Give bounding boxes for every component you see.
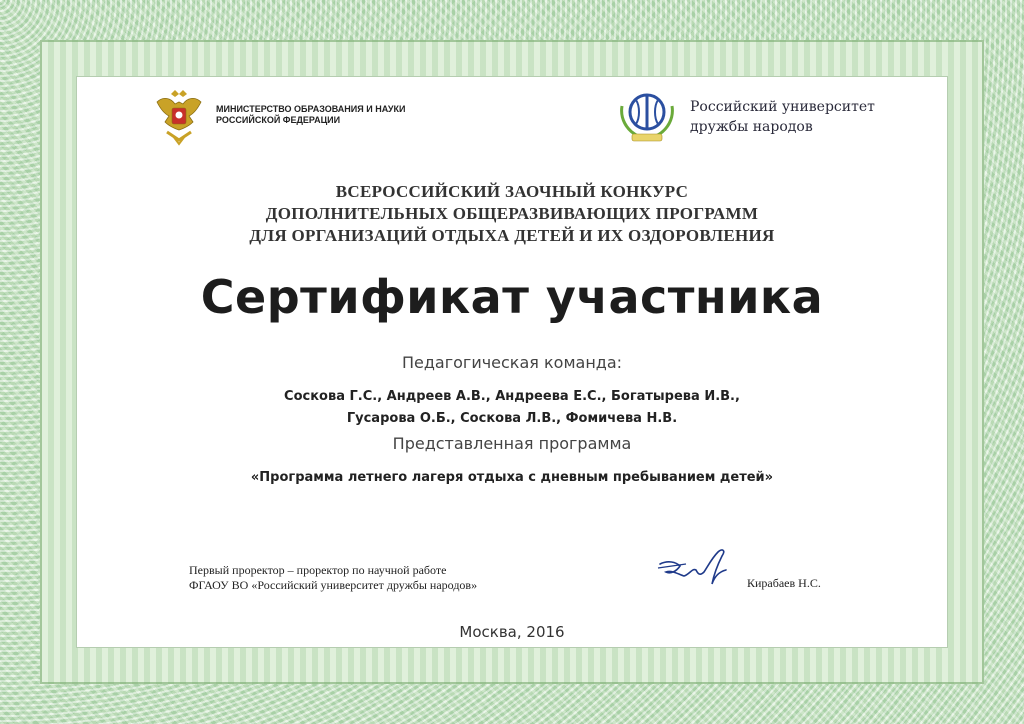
team-members (240, 386, 784, 430)
university-line-1: Российский университет (690, 99, 875, 115)
ministry-line-2: РОССИЙСКОЙ ФЕДЕРАЦИИ (216, 115, 341, 125)
contest-line-1: ВСЕРОССИЙСКИЙ ЗАОЧНЫЙ КОНКУРС (335, 182, 689, 201)
signer-position-line-1: Первый проректор – проректор по научной работе (189, 563, 447, 577)
university-line-2: дружбы народов (690, 119, 813, 135)
signer-name: Кирабаев Н.С. (747, 576, 821, 590)
place-date: Москва, 2016 (459, 623, 565, 641)
team-label: Педагогическая команда: (401, 353, 623, 372)
contest-line-3: ДЛЯ ОРГАНИЗАЦИЙ ОТДЫХА ДЕТЕЙ И ИХ ОЗДОРОВЛЕНИЯ (249, 226, 775, 245)
team-members-line-1: Соскова Г.С., Андреев А.В., Андреева Е.С., Богатырева И.В., (284, 389, 740, 404)
contest-title (100, 181, 924, 247)
contest-line-2: ДОПОЛНИТЕЛЬНЫХ ОБЩЕРАЗВИВАЮЩИХ ПРОГРАММ (265, 204, 759, 223)
university-logo-icon (616, 88, 678, 146)
ministry-name (216, 104, 436, 126)
coat-of-arms-icon (153, 88, 205, 146)
program-name: «Программа летнего лагеря отдыха с дневным пребыванием детей» (250, 470, 774, 485)
handwritten-signature-icon (656, 544, 748, 590)
ministry-line-1: МИНИСТЕРСТВО ОБРАЗОВАНИЯ И НАУКИ (216, 104, 406, 114)
university-name (690, 97, 910, 137)
team-members-line-2: Гусарова О.Б., Соскова Л.В., Фомичева Н.В. (346, 411, 678, 426)
signer-position-line-2: ФГАОУ ВО «Российский университет дружбы народов» (189, 578, 478, 592)
program-label: Представленная программа (392, 434, 632, 453)
certificate-title: Сертификат участника (200, 270, 824, 324)
signer-position (189, 563, 589, 593)
